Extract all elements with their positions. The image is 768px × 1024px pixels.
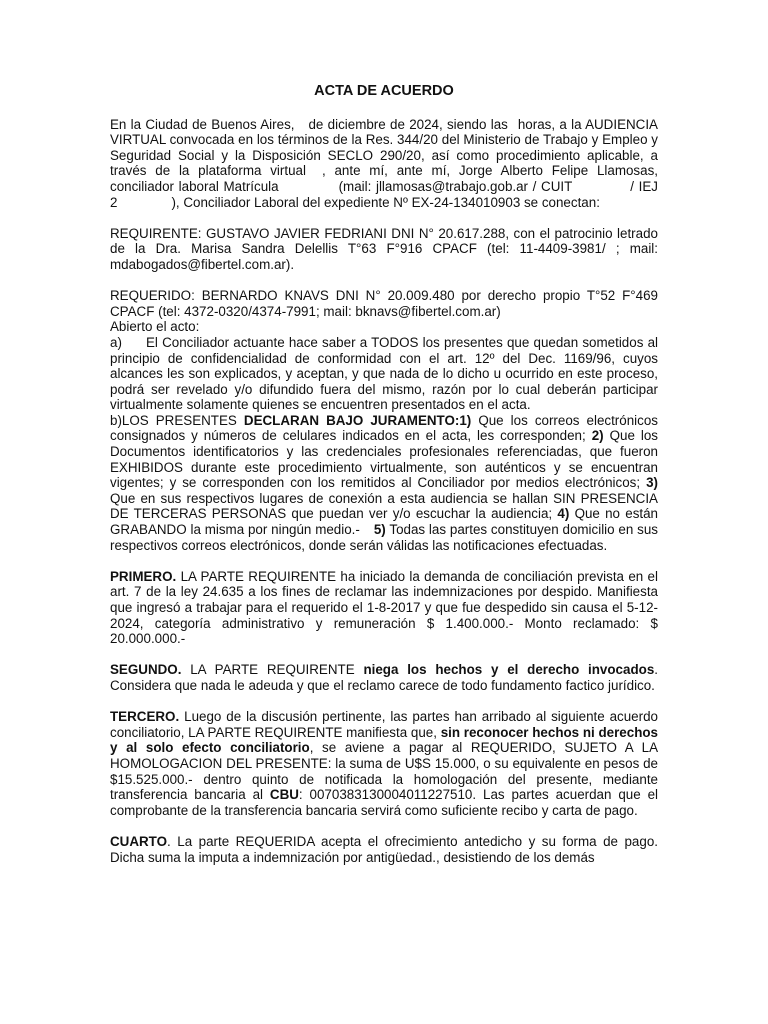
intro-text-6: / IEJ 2: [110, 178, 659, 210]
primero-text: LA PARTE REQUIRENTE ha iniciado la demanda de conciliación prevista en el art. 7 de la ley 24.635 a los fines de reclamar las indemnizaciones por despido. Manifiesta que ingresó a trabajar para el requerido el 1-8-2017 y que fue despedido sin causa el 5-12-2024, categoría administrativo y remuneración $ 1.400.000.- Monto reclamado: $ 20.000.000.-: [110, 568, 658, 647]
document-page: [110, 84, 658, 865]
item-b-text-1: Que los correos electrónicos consignados y números de celulares indicados en el acta, les corresponden;: [110, 412, 658, 444]
item-b-bold-2: 3): [646, 475, 658, 491]
tercero-label: TERCERO.: [110, 709, 180, 725]
item-b-text-5: Todas las partes constituyen domicilio en sus respectivos correos electrónicos, donde serán válidas las notificaciones efectuadas.: [110, 522, 658, 553]
item-b-bold-3: 4): [557, 506, 570, 522]
primero-label: PRIMERO.: [110, 568, 177, 584]
segundo-paragraph: [110, 662, 658, 693]
item-b-text-3: Que en sus respectivos lugares de conexión a esta audiencia se hallan SIN PRESENCIA DE TERCERAS PERSONAS que puedan ver y/o escuchar la audiencia;: [110, 490, 658, 522]
intro-text-3: horas, a la AUDIENCIA VIRTUAL convocada en los términos de la Res. 344/20 del Ministerio de Trabajo y Empleo y Seguridad Social y la Disposición SECLO 290/20, así como procedimiento aplicable, a través de la plataforma virtual: [110, 116, 658, 179]
intro-text-5: (mail: jllamosas@trabajo.gob.ar / CUIT: [338, 178, 573, 194]
segundo-label: SEGUNDO.: [110, 662, 182, 678]
item-a-paragraph: [110, 335, 658, 413]
intro-paragraph: [110, 117, 658, 211]
tercero-bold-1: sin reconocer hechos ni derechos y al solo efecto conciliatorio: [110, 724, 659, 756]
segundo-text-2: . Considera que nada le adeuda y que el reclamo carece de todo fundamento factico jurídico.: [110, 662, 658, 693]
tercero-text-2: , se aviene a pagar al REQUERIDO, SUJETO A LA HOMOLOGACION DEL PRESENTE: la suma de U$S 15.000, o su equivalente en pesos de $15.525.000.- dentro quinto de notificada la homologación del presente, mediante transferencia bancaria al: [110, 740, 659, 803]
cuarto-label: CUARTO: [110, 833, 168, 849]
cuarto-paragraph: [110, 834, 658, 865]
segundo-bold-1: niega los hechos y el derecho invocados: [363, 662, 655, 678]
primero-paragraph: [110, 569, 658, 647]
item-b-paragraph: [110, 413, 658, 553]
requirente-paragraph: REQUIRENTE: GUSTAVO JAVIER FEDRIANI DNI N° 20.617.288, con el patrocinio letrado de la Dra. Marisa Sandra Delellis T°63 F°916 CPACF (tel: 11-4409-3981/ ; mail: mdabogados@fibertel.com.ar).: [110, 225, 658, 272]
segundo-text-1: LA PARTE REQUIRENTE: [190, 662, 355, 678]
item-b-text-2: Que los Documentos identificatorios y las credenciales profesionales referenciadas, que fueron EXHIBIDOS durante este procedimiento virtualmente, son auténticos y se encuentran vigentes; y se corresponden con los remitidos al Conciliador por medios electrónicos;: [110, 428, 658, 491]
intro-text-2: de diciembre de 2024, siendo las: [308, 116, 508, 132]
item-b-text-0: b)LOS PRESENTES: [110, 412, 237, 428]
abierto-line: Abierto el acto:: [110, 319, 200, 335]
intro-text-4: , ante mí, ante mí, Jorge Alberto Felipe Llamosas, conciliador laboral Matrícula: [110, 163, 658, 194]
intro-text-1: En la Ciudad de Buenos Aires,: [110, 116, 295, 132]
intro-text-7: ), Conciliador Laboral del expediente Nº EX-24-134010903 se conectan:: [171, 194, 600, 210]
cuarto-text: . La parte REQUERIDA acepta el ofrecimiento antedicho y su forma de pago. Dicha suma la imputa a indemnización por antigüedad., desistiendo de los demás: [110, 833, 658, 865]
tercero-paragraph: [110, 709, 658, 818]
document-title: ACTA DE ACUERDO: [314, 83, 454, 99]
item-b-bold-0: DECLARAN BAJO JURAMENTO:1): [243, 412, 472, 428]
requerido-paragraph: REQUERIDO: BERNARDO KNAVS DNI N° 20.009.480 por derecho propio T°52 F°469 CPACF (tel: 4372-0320/4374-7991; mail: bknavs@fibertel.com.ar): [110, 288, 658, 319]
item-b-text-4: Que no están GRABANDO la misma por ningún medio.-: [110, 506, 659, 538]
tercero-text-1: Luego de la discusión pertinente, las partes han arribado al siguiente acuerdo conciliatorio, LA PARTE REQUIRENTE manifiesta que,: [110, 709, 658, 740]
item-a-label: a): [110, 334, 122, 350]
tercero-bold-2: CBU: [269, 787, 299, 803]
tercero-text-3: : 0070383130004011227510. Las partes acuerdan que el comprobante de la transferencia bancaria servirá como suficiente recibo y carta de pago.: [110, 787, 658, 818]
item-a-text: El Conciliador actuante hace saber a TODOS los presentes que quedan sometidos al principio de confidencialidad de conformidad con el art. 12º del Dec. 1169/96, cuyos alcances les son explicados, y aceptan, y que nada de lo dicho u ocurrido en este proceso, podrá ser revelado y/o difundido fuera del mismo, razón por lo cual deberán participar virtualmente solamente quienes se encuentren presentados en el acta.: [110, 334, 658, 413]
item-b-bold-4: 5): [373, 522, 386, 538]
item-b-bold-1: 2): [591, 428, 604, 444]
